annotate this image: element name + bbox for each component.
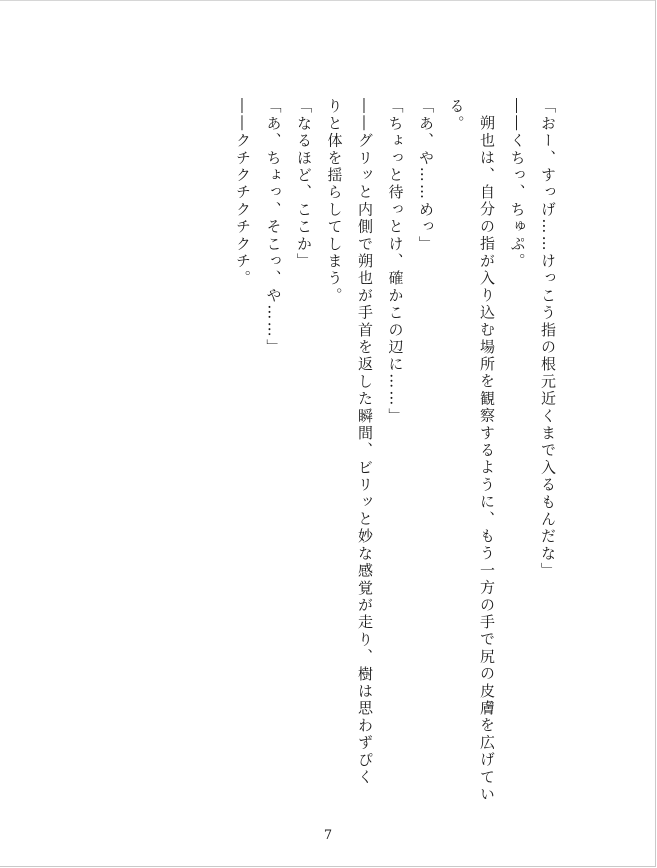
- page-number: 7: [323, 828, 333, 843]
- narration-line: 朔也は、自分の指が入り込む場所を観察するように、もう一方の手で尻の皮膚を広げてい: [478, 115, 496, 803]
- narration-line-continued: る。: [447, 98, 466, 133]
- vertical-text-body: [228, 98, 564, 818]
- sound-effect-line: ――くちっ、ちゅぷ。: [508, 98, 527, 270]
- dialogue-line: 「ちょっと待っとけ、確かこの辺に……」: [386, 98, 405, 425]
- sound-effect-line: ――クチクチクチクチ。: [234, 98, 252, 288]
- dialogue-line: 「なるほど、ここか」: [295, 98, 313, 270]
- narration-line: ――グリッと内側で朔也が手首を返した瞬間、ビリッと妙な感覚が走り、樹は思わずぴく: [356, 98, 374, 786]
- dialogue-line: 「あ、ちょっ、そこっ、や……」: [264, 98, 283, 356]
- dialogue-line: 「あ、や……めっ」: [417, 98, 435, 253]
- dialogue-line: 「おー、すっげ……けっこう指の根元近くまで入るもんだな」: [539, 98, 557, 580]
- narration-line-continued: りと体を揺らしてしまう。: [325, 98, 344, 305]
